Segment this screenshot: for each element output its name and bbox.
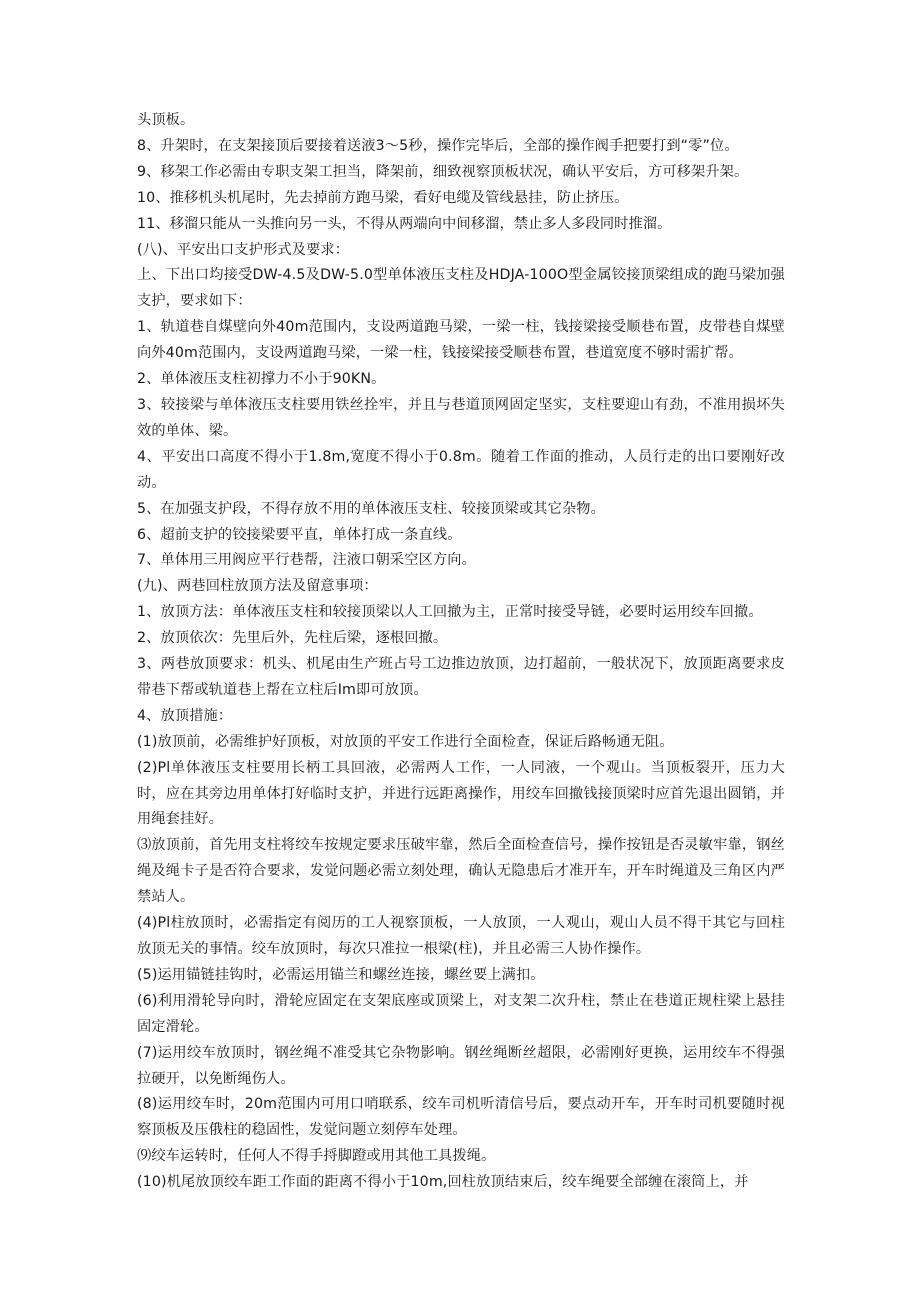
- paragraph: 4、放顶措施：: [137, 707, 233, 724]
- paragraph: 1、轨道巷自煤壁向外40m范围内，支设两道跑马梁，一梁一柱，钱接梁接受顺巷布置，皮带巷自煤壁向外40m范围内，支设两道跑马梁，一梁一柱，钱接梁接受顺巷布置，巷道宽度不够时需扩帮。: [137, 319, 785, 362]
- paragraph: 2、放顶依次：先里后外，先柱后梁，逐根回撤。: [137, 630, 448, 647]
- paragraph: 3、两巷放顶要求：机头、机尾由生产班占号工边推边放顶，边打超前，一般状况下，放顶距离要求皮带巷下帮或轨道巷上帮在立柱后Im即可放顶。: [137, 656, 785, 698]
- paragraph: 8、升架时，在支架接顶后要接着送液3～5秒，操作完毕后，全部的操作阀手把要打到“零”位。: [137, 137, 739, 154]
- paragraph: 7、单体用三用阀应平行巷帮，注液口朝采空区方向。: [137, 552, 476, 569]
- paragraph: (2)Pl单体液压支柱要用长柄工具回液，必需两人工作，一人同液，一个观山。当顶板裂开，压力大时，应在其旁边用单体打好临时支护，并进行远距离操作，用绞车回撤钱接顶梁时应首先退出圆销，并用绳套挂好。: [137, 759, 785, 828]
- section-heading: (八)、平安出口支护形式及要求：: [137, 241, 350, 258]
- paragraph: 3、较接梁与单体液压支柱要用铁丝拴牢，并且与巷道顶网固定坚实，支柱要迎山有劲，不准用损坏失效的单体、梁。: [137, 396, 785, 439]
- paragraph: (6)利用滑轮导向时，滑轮应固定在支架底座或顶梁上，对支架二次升柱，禁止在巷道正规柱梁上悬挂固定滑轮。: [137, 992, 785, 1035]
- paragraph: 11、移溜只能从一头推向另一头，不得从两端向中间移溜，禁止多人多段同时推溜。: [137, 215, 672, 232]
- paragraph: 2、单体液压支柱初撑力不小于90KN。: [137, 371, 386, 388]
- paragraph: (10)机尾放顶绞车距工作面的距离不得小于10m,回柱放顶结束后，绞车绳要全部缠在滚筒上，并: [137, 1174, 749, 1191]
- section-heading: (九)、两巷回柱放顶方法及留意事项：: [137, 578, 378, 595]
- paragraph: ⑼绞车运转时，任何人不得手捋脚蹬或用其他工具拨绳。: [137, 1148, 496, 1165]
- paragraph: (5)运用锚链挂钩时，必需运用锚兰和螺丝连接，螺丝要上满扣。: [137, 966, 545, 983]
- paragraph: (4)Pl柱放顶时，必需指定有阅历的工人视察顶板，一人放顶，一人观山，观山人员不得干其它与回柱放顶无关的事情。绞车放顶时，每次只准拉一根梁(柱)，并且必需三人协作操作。: [137, 915, 785, 957]
- paragraph: 9、移架工作必需由专职支架工担当，降架前，细致视察顶板状况，确认平安后，方可移架升架。: [137, 163, 749, 180]
- paragraph: (7)运用绞车放顶时，钢丝绳不准受其它杂物影响。钢丝绳断丝超限，必需刚好更换，运用绞车不得强拉硬开，以免断绳伤人。: [137, 1044, 785, 1087]
- paragraph: 10、推移机头机尾时，先去掉前方跑马梁，看好电缆及管线悬挂，防止挤压。: [137, 189, 629, 206]
- paragraph: 4、平安出口高度不得小于1.8m,宽度不得小于0.8m。随着工作面的推动，人员行走的出口要刚好改动。: [137, 448, 785, 491]
- paragraph: 头顶板。: [137, 112, 195, 128]
- paragraph: 5、在加强支护段，不得存放不用的单体液压支柱、较接顶梁或其它杂物。: [137, 500, 605, 517]
- paragraph: (8)运用绞车时，20m范围内可用口哨联系，绞车司机听清信号后，要点动开车，开车时司机要随时视察顶板及压俄柱的稳固性，发觉问题立刻停车处理。: [137, 1096, 785, 1139]
- paragraph: (1)放顶前，必需维护好顶板，对放顶的平安工作进行全面检查，保证后路畅通无阻。: [137, 733, 674, 750]
- paragraph: 1、放顶方法：单体液压支柱和较接顶梁以人工回撤为主，正常时接受导链，必要时运用绞车回撤。: [137, 604, 763, 621]
- document-page: [137, 108, 785, 1196]
- paragraph: 上、下出口均接受DW-4.5及DW-5.0型单体液压支柱及HDJA-100O型金属铰接顶梁组成的跑马梁加强支护，要求如下：: [137, 267, 785, 310]
- paragraph: ⑶放顶前，首先用支柱将绞车按规定要求压破牢靠，然后全面检查信号，操作按钮是否灵敏牢靠，钢丝绳及绳卡子是否符合要求，发觉问题必需立刻处理，确认无隐患后才准开车，开车时绳道及三角区内严禁站人。: [137, 837, 785, 906]
- paragraph: 6、超前支护的铰接梁要平直，单体打成一条直线。: [137, 526, 462, 543]
